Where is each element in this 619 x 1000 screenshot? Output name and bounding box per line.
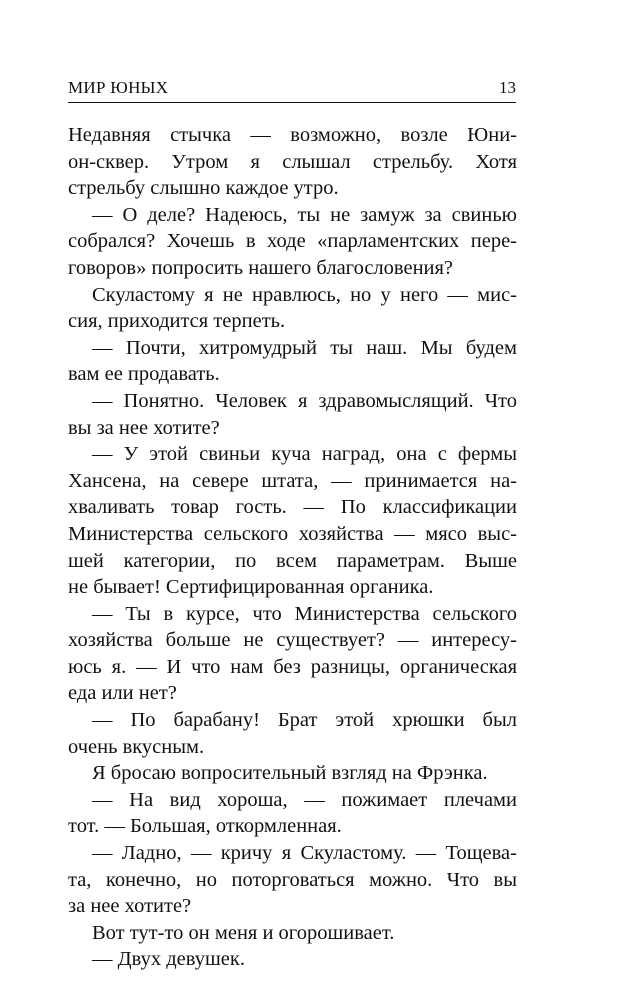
text-line: вы за нее хотите?: [68, 416, 220, 439]
text-line: — О деле? Надеюсь, ты не замуж за свинью: [92, 203, 517, 226]
text-line: шей категории, по всем параметрам. Выше: [68, 549, 517, 572]
text-line: Скуластому я не нравлюсь, но у него — мис-: [92, 283, 517, 306]
text-line: Вот тут-то он меня и огорошивает.: [92, 921, 395, 944]
text-line: он-сквер. Утром я слышал стрельбу. Хотя: [68, 150, 517, 173]
text-line: не бывает! Сертифицированная органика.: [68, 576, 434, 599]
text-line: за нее хотите?: [68, 895, 192, 918]
text-line: — Понятно. Человек я здравомыслящий. Что: [92, 389, 517, 412]
text-line: — Ладно, — кричу я Скуластому. — Тощева-: [92, 842, 517, 865]
text-line: вам ее продавать.: [68, 363, 220, 386]
running-head: [68, 78, 516, 103]
text-line: стрельбу слышно каждое утро.: [68, 177, 339, 200]
text-line: хозяйства больше не существует? — интересу-: [68, 629, 517, 652]
text-line: — Ты в курсе, что Министерства сельского: [92, 602, 517, 625]
text-line: Министерства сельского хозяйства — мясо выс-: [68, 522, 517, 545]
text-line: та, конечно, но поторговаться можно. Что вы: [68, 868, 517, 891]
running-head-title: МИР ЮНЫХ: [68, 78, 169, 97]
text-line: Я бросаю вопросительный взгляд на Фрэнка.: [92, 762, 488, 785]
text-line: тот. — Большая, откормленная.: [68, 815, 342, 838]
text-line: Хансена, на севере штата, — принимается на-: [68, 469, 517, 492]
text-line: очень вкусным.: [68, 735, 205, 758]
text-line: хваливать товар гость. — По классификации: [68, 496, 517, 519]
text-line: — У этой свиньи куча наград, она с фермы: [92, 443, 517, 466]
text-line: говоров» попросить нашего благословения?: [68, 256, 454, 279]
text-line: — По барабану! Брат этой хрюшки был: [92, 709, 517, 732]
text-line: еда или нет?: [68, 682, 177, 705]
text-line: юсь я. — И что нам без разницы, органическая: [68, 655, 517, 678]
text-line: сия, приходится терпеть.: [68, 310, 286, 333]
text-line: — Почти, хитромудрый ты наш. Мы будем: [92, 336, 517, 359]
page-number: 13: [499, 78, 516, 97]
text-line: — На вид хороша, — пожимает плечами: [92, 788, 517, 811]
text-line: — Двух девушек.: [92, 948, 245, 971]
text-line: Недавняя стычка — возможно, возле Юни-: [68, 124, 517, 146]
text-line: собрался? Хочешь в ходе «парламентских пере-: [68, 230, 517, 253]
body-text: [68, 122, 517, 973]
